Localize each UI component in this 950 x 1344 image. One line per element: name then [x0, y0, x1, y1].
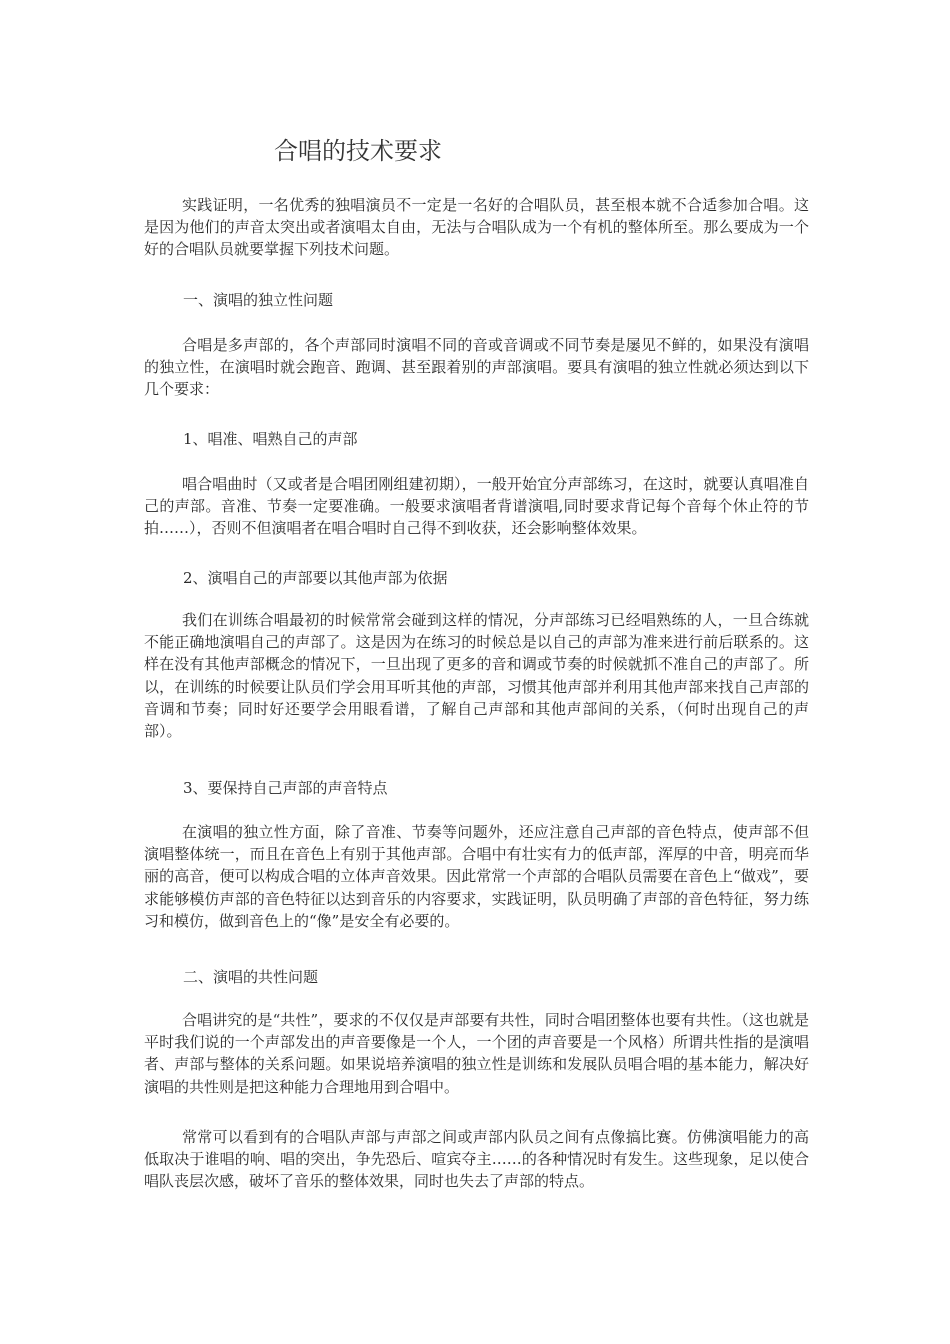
item-1-heading: 1、唱准、唱熟自己的声部	[183, 430, 358, 448]
section-1-paragraph: 合唱是多声部的，各个声部同时演唱不同的音或音调或不同节奏是屡见不鲜的，如果没有演唱的独立性，在演唱时就会跑音、跑调、甚至跟着别的声部演唱。要具有演唱的独立性就必须达到以下几个要求：	[144, 336, 809, 399]
item-3-paragraph: 在演唱的独立性方面，除了音准、节奏等问题外，还应注意自己声部的音色特点，使声部不但演唱整体统一，而且在音色上有别于其他声部。合唱中有壮实有力的低声部，浑厚的中音，明亮而华丽的高音，便可以构成合唱的立体声音效果。因此常常一个声部的合唱队员需要在音色上“做戏”，要求能够模仿声部的音色特征以达到音乐的内容要求，实践证明，队员明确了声部的音色特征，努力练习和模仿，做到音色上的“像”是安全有必要的。	[144, 823, 809, 930]
intro-paragraph: 实践证明，一名优秀的独唱演员不一定是一名好的合唱队员，甚至根本就不合适参加合唱。这是因为他们的声音太突出或者演唱太自由，无法与合唱队成为一个有机的整体所至。那么要成为一个好的合唱队员就要掌握下列技术问题。	[144, 196, 809, 259]
section-2-paragraph-2: 常常可以看到有的合唱队声部与声部之间或声部内队员之间有点像搞比赛。仿佛演唱能力的高低取决于谁唱的响、唱的突出，争先恐后、喧宾夺主……的各种情况时有发生。这些现象，足以使合唱队丧层次感，破坏了音乐的整体效果，同时也失去了声部的特点。	[144, 1128, 809, 1191]
document-title: 合唱的技术要求	[274, 137, 442, 165]
section-1-heading: 一、演唱的独立性问题	[183, 291, 334, 309]
item-2-paragraph: 我们在训练合唱最初的时候常常会碰到这样的情况，分声部练习已经唱熟练的人，一旦合练就不能正确地演唱自己的声部了。这是因为在练习的时候总是以自己的声部为准来进行前后联系的。这样在没有其他声部概念的情况下，一旦出现了更多的音和调或节奏的时候就抓不准自己的声部了。所以，在训练的时候要让队员们学会用耳听其他的声部，习惯其他声部并利用其他声部来找自己声部的音调和节奏；同时好还要学会用眼看谱，了解自己声部和其他声部间的关系，（何时出现自己的声部）。	[144, 611, 809, 741]
section-2-heading: 二、演唱的共性问题	[183, 968, 319, 986]
section-2-paragraph-1: 合唱讲究的是“共性”，要求的不仅仅是声部要有共性，同时合唱团整体也要有共性。（这也就是平时我们说的一个声部发出的声音要像是一个人，一个团的声音要是一个风格）所谓共性指的是演唱者、声部与整体的关系问题。如果说培养演唱的独立性是训练和发展队员唱合唱的基本能力，解决好演唱的共性则是把这种能力合理地用到合唱中。	[144, 1011, 809, 1096]
item-2-heading: 2、演唱自己的声部要以其他声部为依据	[183, 569, 448, 587]
item-3-heading: 3、要保持自己声部的声音特点	[183, 779, 388, 797]
item-1-paragraph: 唱合唱曲时（又或者是合唱团刚组建初期），一般开始宜分声部练习，在这时，就要认真唱准自己的声部。音准、节奏一定要准确。一般要求演唱者背谱演唱,同时要求背记每个音每个休止符的节拍……），否则不但演唱者在唱合唱时自己得不到收获，还会影响整体效果。	[144, 475, 809, 538]
